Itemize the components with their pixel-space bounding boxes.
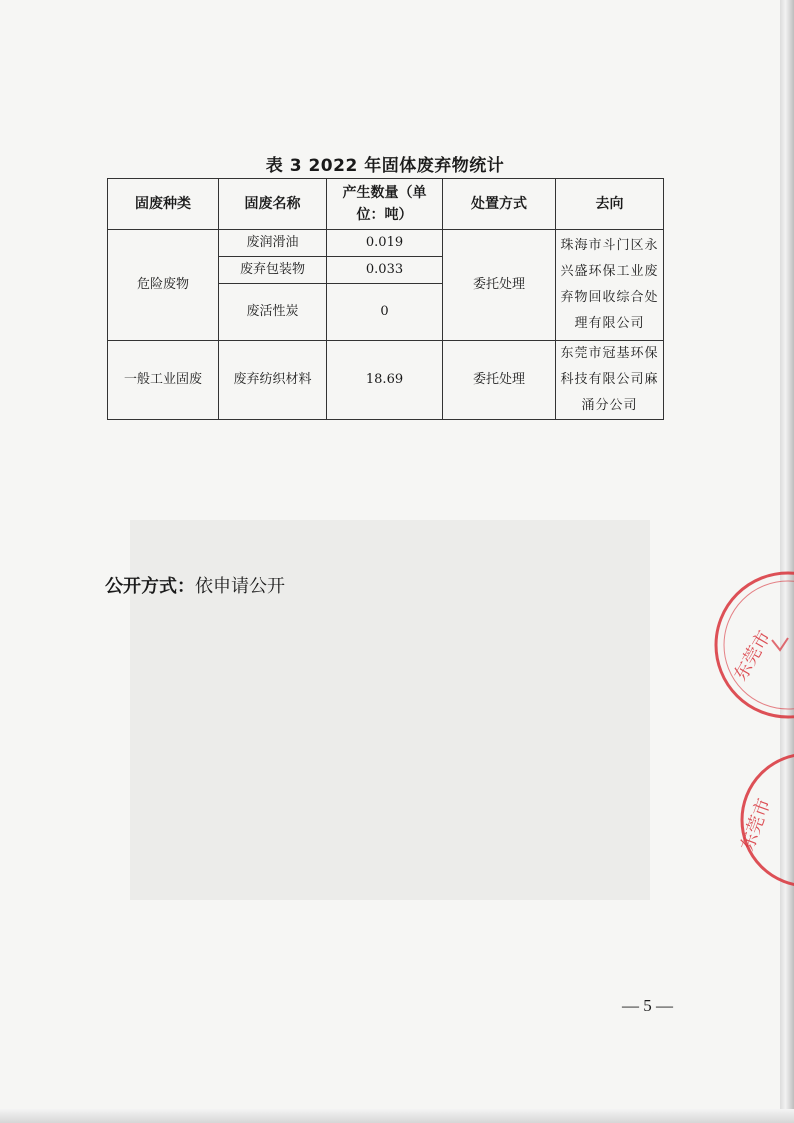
- table-row: [108, 230, 664, 257]
- cell-amount: 0.019: [327, 230, 443, 257]
- seal-text: 东莞市: [730, 627, 776, 685]
- cell-name: 废润滑油: [219, 230, 327, 257]
- cell-disposal: 委托处理: [443, 230, 556, 341]
- disclosure-method: [105, 572, 285, 598]
- page-edge-bottom: [0, 1109, 794, 1123]
- cell-category: 一般工业固废: [108, 341, 219, 420]
- disclosure-value: 依申请公开: [195, 576, 285, 597]
- header-amount: 产生数量（单位：吨）: [327, 179, 443, 230]
- cell-disposal: 委托处理: [443, 341, 556, 420]
- disclosure-label: 公开方式：: [105, 576, 195, 597]
- header-disposal: 处置方式: [443, 179, 556, 230]
- table-header-row: [108, 179, 664, 230]
- table-row: [108, 341, 664, 420]
- cell-amount: 0.033: [327, 257, 443, 284]
- page-number: — 5 —: [622, 996, 673, 1015]
- header-name: 固废名称: [219, 179, 327, 230]
- table-caption: 表 3 2022 年固体废弃物统计: [265, 156, 505, 176]
- page-edge: [780, 0, 794, 1123]
- seal-text: 东莞市: [736, 795, 776, 854]
- cell-destination: 珠海市斗门区永兴盛环保工业废弃物回收综合处理有限公司: [556, 230, 664, 341]
- cell-name: 废弃纺织材料: [219, 341, 327, 420]
- header-destination: 去向: [556, 179, 664, 230]
- header-category: 固废种类: [108, 179, 219, 230]
- cell-category: 危险废物: [108, 230, 219, 341]
- official-seal-stamp: [720, 750, 794, 910]
- cell-name: 废活性炭: [219, 284, 327, 341]
- cell-name: 废弃包装物: [219, 257, 327, 284]
- waste-statistics-table: [107, 178, 664, 420]
- cell-destination: 东莞市冠基环保科技有限公司麻涌分公司: [556, 341, 664, 420]
- official-seal-stamp: [700, 570, 794, 730]
- cell-amount: 0: [327, 284, 443, 341]
- cell-amount: 18.69: [327, 341, 443, 420]
